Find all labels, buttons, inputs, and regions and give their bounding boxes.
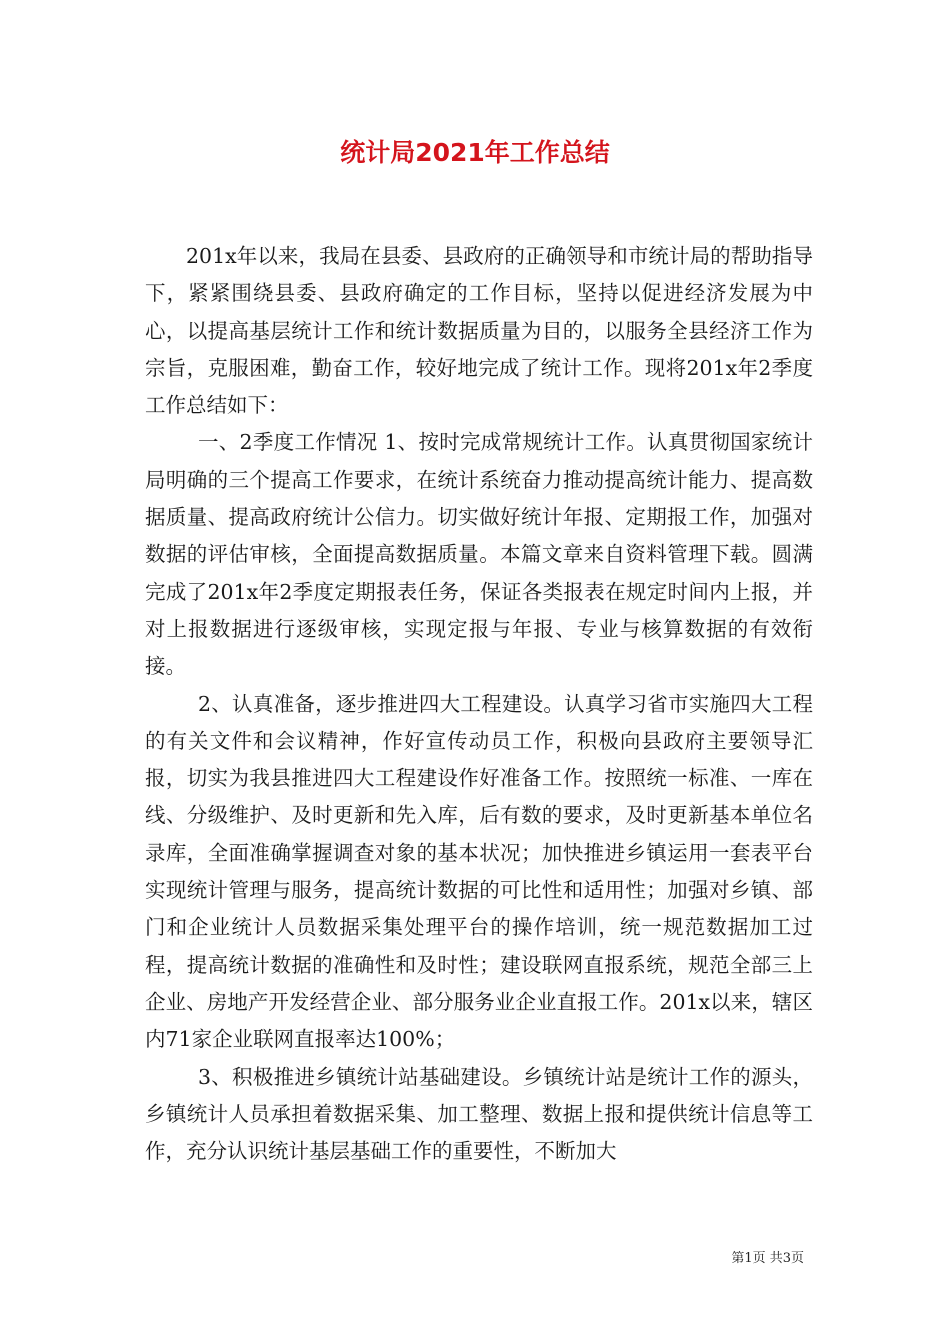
paragraph-section-2: 2、认真准备，逐步推进四大工程建设。认真学习省市实施四大工程的有关文件和会议精神，作好宣传动员工作，积极向县政府主要领导汇报，切实为我县推进四大工程建设作好准备工作。按照统一标准、一库在线、分级维护、及时更新和先入库，后有数的要求，及时更新基本单位名录库，全面准确掌握调查对象的基本状况；加快推进乡镇运用一套表平台实现统计管理与服务，提高统计数据的可比性和适用性；加强对乡镇、部门和企业统计人员数据采集处理平台的操作培训，统一规范数据加工过程，提高统计数据的准确性和及时性；建设联网直报系统，规范全部三上企业、房地产开发经营企业、部分服务业企业直报工作。201x以来，辖区内71家企业联网直报率达100%； xyxy=(145,691,813,1052)
page-number-footer: 第1页 共3页 xyxy=(731,1251,804,1266)
paragraph-section-3: 3、积极推进乡镇统计站基础建设。乡镇统计站是统计工作的源头，乡镇统计人员承担着数据采集、加工整理、数据上报和提供统计信息等工作，充分认识统计基层基础工作的重要性，不断加大 xyxy=(145,1064,813,1164)
document-body xyxy=(145,238,813,1170)
paragraph-section-1: 一、2季度工作情况 1、按时完成常规统计工作。认真贯彻国家统计局明确的三个提高工作要求，在统计系统奋力推动提高统计能力、提高数据质量、提高政府统计公信力。切实做好统计年报、定期报工作，加强对数据的评估审核，全面提高数据质量。本篇文章来自资料管理下载。圆满完成了201x年2季度定期报表任务，保证各类报表在规定时间内上报，并对上报数据进行逐级审核，实现定报与年报、专业与核算数据的有效衔接。 xyxy=(145,430,813,679)
document-title: 统计局2021年工作总结 xyxy=(340,138,610,167)
paragraph-intro: 201x年以来，我局在县委、县政府的正确领导和市统计局的帮助指导下，紧紧围绕县委、县政府确定的工作目标，坚持以促进经济发展为中心，以提高基层统计工作和统计数据质量为目的，以服务全县经济工作为宗旨，克服困难，勤奋工作，较好地完成了统计工作。现将201x年2季度工作总结如下： xyxy=(145,244,813,418)
